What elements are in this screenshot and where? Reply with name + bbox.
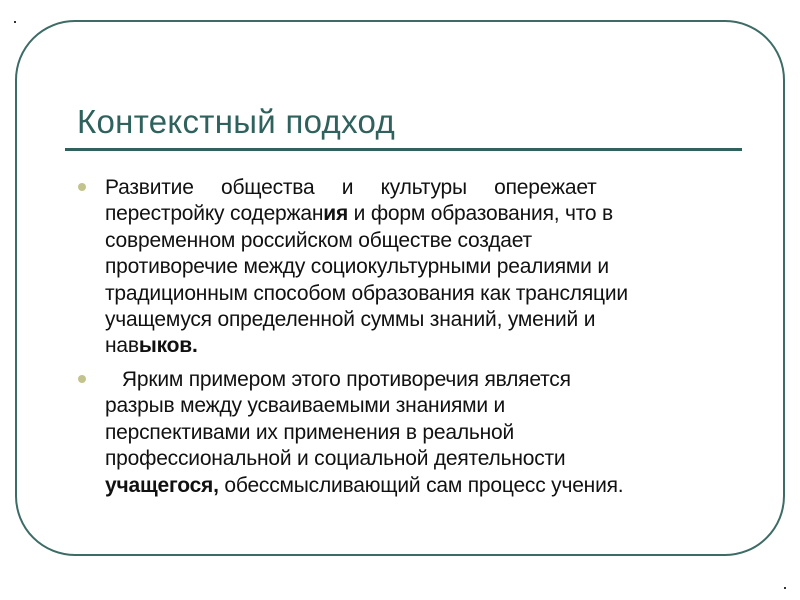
bold-text: учащегося,	[105, 473, 219, 497]
corner-dot	[784, 587, 786, 589]
text-line	[105, 333, 628, 359]
text-line	[105, 367, 623, 393]
bold-text: ыков.	[138, 334, 198, 358]
text-line	[105, 393, 623, 419]
text: Развитие общества и культуры опережает	[105, 176, 597, 199]
text-line	[105, 420, 623, 446]
corner-dot	[14, 21, 16, 23]
text: разрыв между усваиваемыми знаниями и	[105, 394, 506, 418]
text: профессиональной и социальной деятельности	[105, 447, 566, 471]
bullet-item-1	[105, 175, 628, 360]
text: Ярким примером этого противоречия является	[105, 368, 571, 391]
bullet-dot-icon	[78, 183, 86, 191]
text: обессмысливающий сам процесс учения.	[218, 473, 624, 497]
text-line	[105, 175, 628, 201]
bullet-dot-icon	[78, 375, 86, 383]
bold-text: ия	[323, 202, 349, 226]
text: перспективами их применения в реальной	[105, 420, 515, 444]
text-line	[105, 228, 628, 254]
text-line	[105, 473, 623, 499]
text-line	[105, 446, 623, 472]
text: современном российском обществе создает	[105, 228, 532, 252]
text: нав	[105, 334, 139, 358]
text-line	[105, 307, 628, 333]
bullet-item-2	[105, 367, 623, 499]
text-line	[105, 201, 628, 227]
slide-title: Контекстный подход	[77, 103, 396, 140]
text: перестройку содержан	[105, 202, 324, 226]
text-line	[105, 254, 628, 280]
text-line	[105, 281, 628, 307]
title-underline	[65, 148, 742, 151]
text: противоречие между социокультурными реалиями и	[105, 255, 609, 279]
text: учащемуся определенной суммы знаний, умений и	[105, 308, 596, 332]
text: и форм образования, что в	[348, 202, 614, 226]
text: традиционным способом образования как трансляции	[105, 281, 628, 305]
